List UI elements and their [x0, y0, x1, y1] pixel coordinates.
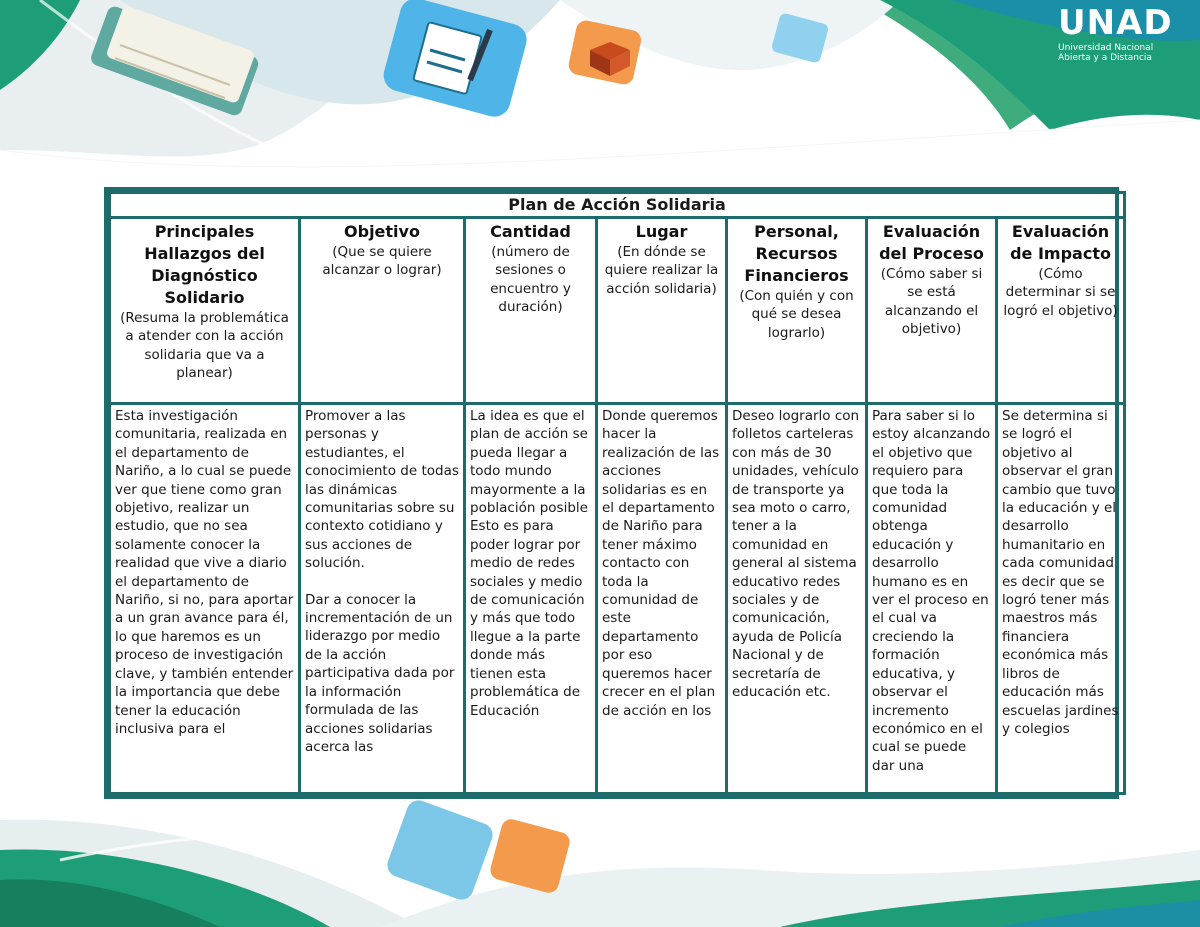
cell-text: Donde queremos hacer la realización de las acciones solidarias es en el departamento de Nariño para tener máximo contacto con toda la comunidad de este departamento por eso queremos hacer crecer en el plan de acción en los [602, 408, 720, 719]
header-objetivo [300, 218, 465, 404]
cell-text: Promover a las personas y estudiantes, el conocimiento de todas las dinámicas comunitarias sobre su contexto cotidiano y sus acciones de solución. [305, 408, 459, 572]
header-evaluacion-proceso [867, 218, 997, 404]
content-row [110, 404, 1125, 794]
header-hallazgos [110, 218, 300, 404]
header-title: Principales Hallazgos del Diagnóstico Solidario [144, 222, 265, 307]
header-subtitle: (Resuma la problemática a atender con la acción solidaria que va a planear) [120, 310, 289, 382]
header-title: Evaluación del Proceso [879, 222, 984, 263]
cell-text: Esta investigación comunitaria, realizada en el departamento de Nariño, a lo cual se puede ver que tiene como gran objetivo, realizar un estudio, que no sea solamente conocer la realidad que vive a diario el departamento de Nariño, si no, para aportar a un gran avance para él, lo que haremos es un proceso de investigación clave, y también entender la importancia que debe tener la educación inclusiva para el [115, 408, 294, 737]
header-subtitle: (En dónde se quiere realizar la acción solidaria) [604, 244, 719, 297]
header-title: Objetivo [344, 222, 420, 241]
header-lugar [597, 218, 727, 404]
cell-text: La idea es que el plan de acción se pueda llegar a todo mundo mayormente a la población posible Esto es para poder lograr por medio de redes sociales y medio de comunicación y más que todo llegue a la parte donde más tienen esta problemática de Educación [470, 408, 588, 719]
header-evaluacion-impacto [997, 218, 1125, 404]
header-title: Cantidad [490, 222, 571, 241]
cell-evaluacion-proceso [867, 404, 997, 794]
header-subtitle: (Que se quiere alcanzar o lograr) [322, 244, 442, 279]
cell-evaluacion-impacto [997, 404, 1125, 794]
header-title: Evaluación de Impacto [1010, 222, 1111, 263]
cell-text: Deseo lograrlo con folletos carteleras con más de 30 unidades, vehículo de transporte ya sea moto o carro, tener a la comunidad en general al sistema educativo redes sociales y de comunicación, ayuda de Policía Nacional y de secretaría de educación etc. [732, 408, 860, 701]
logo-wordmark: UNAD [1058, 3, 1173, 43]
logo-subtitle-line-1: Universidad Nacional [1058, 43, 1154, 53]
header-row [110, 218, 1125, 404]
cell-text: Para saber si lo estoy alcanzando el objetivo que requiero para que toda la comunidad obtenga educación y desarrollo humano es en ver el proceso en el cual va creciendo la formación educativa, y observar el incremento económico en el cual se puede dar una [872, 408, 991, 774]
unad-logo [1058, 3, 1190, 66]
header-title: Personal, Recursos Financieros [744, 222, 849, 285]
plan-accion-table [104, 187, 1119, 799]
header-subtitle: (Cómo determinar si se logró el objetivo) [1003, 266, 1118, 319]
header-subtitle: (Con quién y con qué se desea lograrlo) [739, 288, 854, 341]
cell-cantidad [465, 404, 597, 794]
header-cantidad [465, 218, 597, 404]
cell-text: Se determina si se logró el objetivo al observar el gran cambio que tuvo la educación y el desarrollo humanitario en cada comunidad es decir que se logró tener más maestros más financiera económica más libros de educación más escuelas jardines y colegios [1002, 408, 1119, 737]
cell-hallazgos [110, 404, 300, 794]
cell-text: Dar a conocer la incrementación de un liderazgo por medio de la acción participativa dada por la información formulada de las acciones solidarias acerca las [305, 591, 455, 755]
header-subtitle: (Cómo saber si se está alcanzando el objetivo) [880, 266, 983, 338]
logo-subtitle-line-2: Abierta y a Distancia [1058, 53, 1152, 63]
cell-personal-recursos [727, 404, 867, 794]
cell-objetivo [300, 404, 465, 794]
table-title: Plan de Acción Solidaria [110, 193, 1125, 218]
header-personal-recursos [727, 218, 867, 404]
header-title: Lugar [635, 222, 688, 241]
cell-lugar [597, 404, 727, 794]
header-subtitle: (número de sesiones o encuentro y duración) [490, 244, 571, 316]
